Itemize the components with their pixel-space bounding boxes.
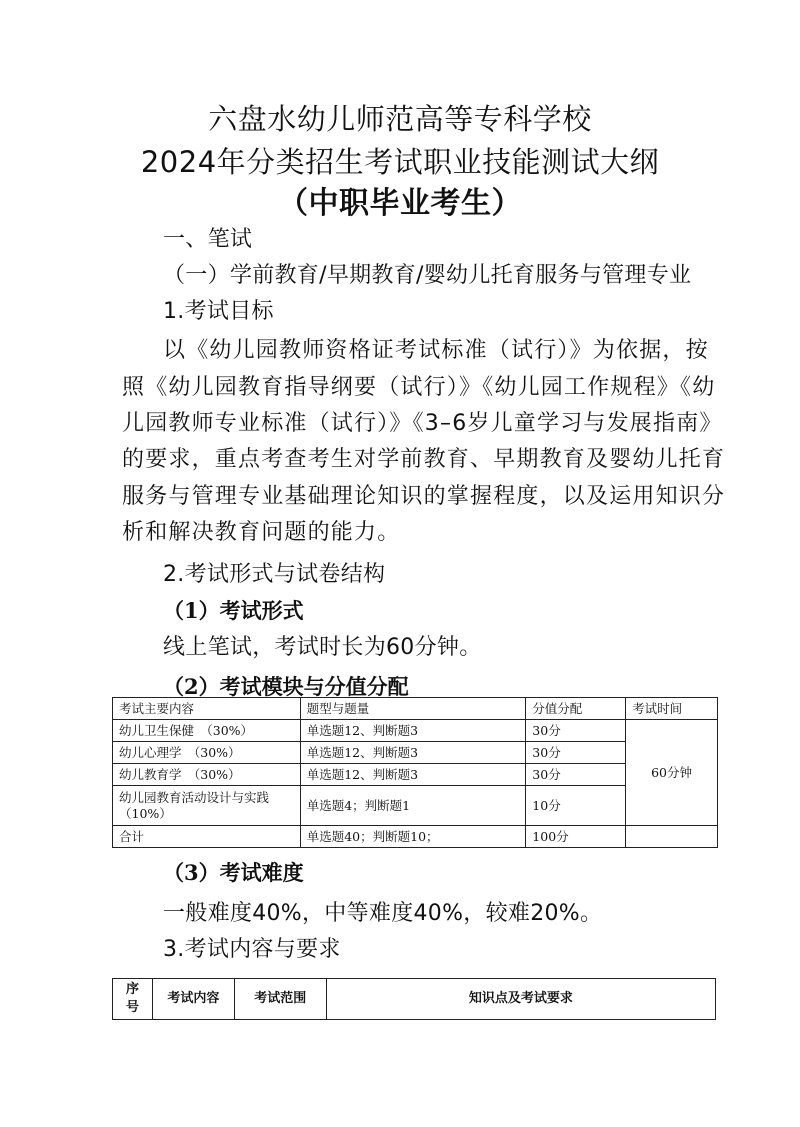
table-cell: 30分	[526, 742, 626, 764]
table-header-cell	[113, 979, 153, 1020]
table-cell: 合计	[113, 826, 301, 848]
form-title: 2.考试形式与试卷结构	[163, 562, 386, 587]
table-header-cell: 题型与题量	[300, 698, 526, 720]
document-title-exam: 2024年分类招生考试职业技能测试大纲	[140, 145, 660, 179]
form-text: 线上笔试，考试时长为60分钟。	[163, 635, 482, 660]
goal-paragraph-line: 儿园教师专业标准（试行）》《3–6岁儿童学习与发展指南》	[122, 411, 723, 436]
table-cell: 单选题40；判断题10；	[300, 826, 526, 848]
exam-time-cell: 60分钟	[626, 720, 718, 826]
table-cell: 单选题4；判断题1	[300, 786, 526, 826]
table-header-cell: 考试范围	[234, 979, 326, 1020]
difficulty-text: 一般难度40%，中等难度40%，较难20%。	[163, 901, 603, 926]
subsection-heading-majors: （一）学前教育/早期教育/婴幼儿托育服务与管理专业	[163, 263, 692, 288]
table-header-cell: 分值分配	[526, 698, 626, 720]
content-title: 3.考试内容与要求	[163, 937, 341, 962]
table-header-row	[113, 979, 716, 1020]
serial-header-text: 序号	[125, 982, 139, 1015]
table-total-row	[113, 826, 718, 848]
content-requirements-table	[112, 978, 716, 1020]
form-subtitle-format: （1）考试形式	[163, 598, 304, 623]
score-allocation-table	[112, 697, 718, 848]
table-cell	[626, 826, 718, 848]
table-cell-line: 幼儿园教育活动设计与实践	[119, 789, 270, 805]
table-cell: 单选题12、判断题3	[300, 742, 526, 764]
document-title-school: 六盘水幼儿师范高等专科学校	[208, 102, 592, 136]
table-cell: 幼儿卫生保健 （30%）	[113, 720, 301, 742]
table-cell	[113, 786, 301, 826]
table-cell: 30分	[526, 720, 626, 742]
document-title-audience: （中职毕业考生）	[278, 186, 522, 221]
table-cell: 单选题12、判断题3	[300, 720, 526, 742]
table-header-row	[113, 698, 718, 720]
table-cell: 100分	[526, 826, 626, 848]
goal-paragraph-line: 以《幼儿园教师资格证考试标准（试行）》为依据，按	[163, 338, 709, 363]
table-cell: 幼儿心理学 （30%）	[113, 742, 301, 764]
table-header-cell: 考试主要内容	[113, 698, 301, 720]
table-header-cell: 考试内容	[152, 979, 234, 1020]
difficulty-title: （3）考试难度	[163, 860, 304, 885]
table-cell: 单选题12、判断题3	[300, 764, 526, 786]
table-cell: 30分	[526, 764, 626, 786]
goal-paragraph-line: 照《幼儿园教育指导纲要（试行）》《幼儿园工作规程》《幼	[122, 375, 716, 400]
form-subtitle-modules: （2）考试模块与分值分配	[163, 674, 409, 699]
goal-paragraph-line: 服务与管理专业基础理论知识的掌握程度，以及运用知识分	[122, 484, 726, 509]
goal-paragraph-line: 的要求，重点考查考生对学前教育、早期教育及婴幼儿托育	[122, 447, 726, 472]
table-cell: 幼儿教育学 （30%）	[113, 764, 301, 786]
table-header-cell: 知识点及考试要求	[326, 979, 715, 1020]
table-header-cell: 考试时间	[626, 698, 718, 720]
table-cell: 10分	[526, 786, 626, 826]
section-heading-written: 一、笔试	[163, 227, 253, 252]
goal-paragraph-line: 析和解决教育问题的能力。	[122, 520, 401, 545]
table-row	[113, 720, 718, 742]
table-cell-line: （10%）	[119, 805, 172, 821]
goal-title: 1.考试目标	[163, 299, 274, 324]
